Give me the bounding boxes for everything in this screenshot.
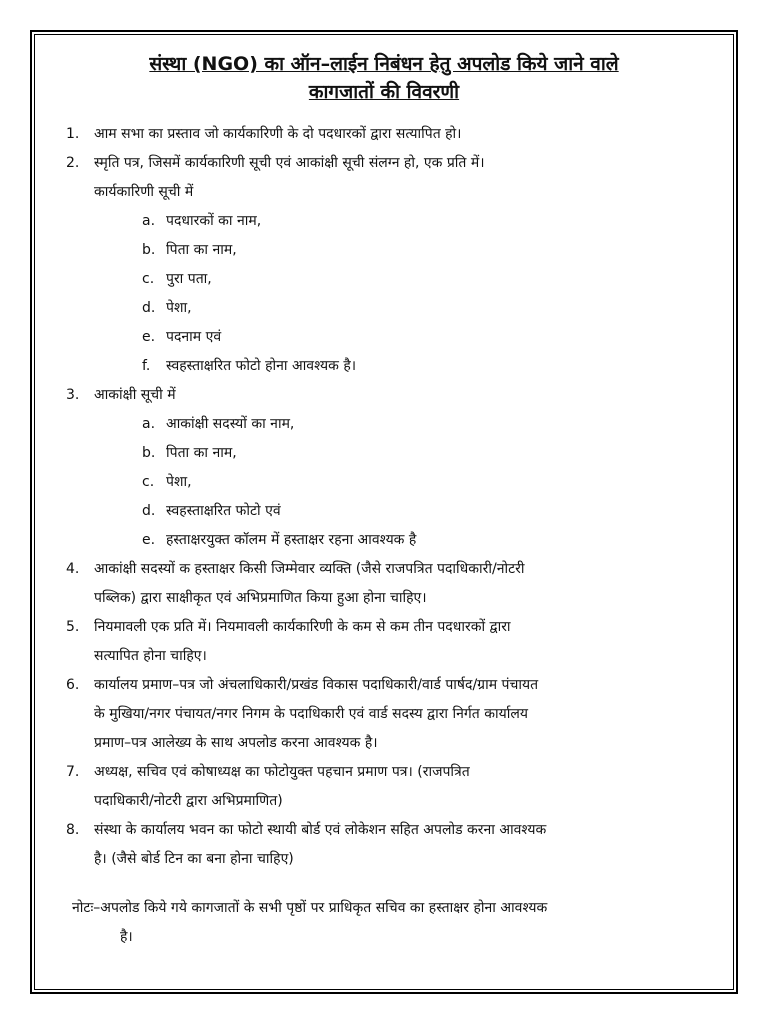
item-text-line: कार्यालय प्रमाण–पत्र जो अंचलाधिकारी/प्रखंड विकास पदाधिकारी/वार्ड पार्षद/ग्राम पंचायत (94, 677, 539, 693)
item-text-line: सत्यापित होना चाहिए। (94, 648, 207, 664)
sublist-text: आकांक्षी सदस्यों का नाम, (166, 416, 295, 432)
list-item-3 (66, 381, 712, 410)
title-line-2: कागजातों की विवरणी (308, 81, 460, 103)
item-text-line: संस्था के कार्यालय भवन का फोटो स्थायी बोर्ड एवं लोकेशन सहित अपलोड करना आवश्यक (94, 822, 547, 838)
list-item-6 (66, 671, 712, 758)
item-text-line: है। (जैसे बोर्ड टिन का बना होना चाहिए) (94, 851, 294, 867)
sublist-item (142, 468, 724, 497)
document-page (44, 50, 724, 952)
sublist-text: पेशा, (166, 300, 192, 316)
sublist-letter: d. (142, 300, 156, 316)
item-number: 1. (66, 126, 80, 142)
sublist-item (142, 207, 724, 236)
sublist-item (142, 410, 724, 439)
sublist-item (142, 526, 724, 555)
list-item-7 (66, 758, 712, 816)
sublist-text: पेशा, (166, 474, 192, 490)
sublist-text: स्वहस्ताक्षरित फोटो होना आवश्यक है। (166, 358, 357, 374)
sublist-letter: b. (142, 445, 156, 461)
sublist-letter: a. (142, 213, 156, 229)
sublist-text: पदधारकों का नाम, (166, 213, 262, 229)
sublist-letter: a. (142, 416, 156, 432)
sublist-letter: c. (142, 474, 155, 490)
item-text-line: पदाधिकारी/नोटरी द्वारा अभिप्रमाणित) (94, 793, 283, 809)
sublist-letter: d. (142, 503, 156, 519)
sublist-letter: f. (142, 358, 151, 374)
sublist-letter: c. (142, 271, 155, 287)
item-subheading: कार्यकारिणी सूची में (94, 184, 194, 200)
sublist-item (142, 294, 724, 323)
document-title (44, 50, 724, 106)
list-item-2 (66, 149, 712, 207)
item-number: 2. (66, 155, 80, 171)
sublist-text: स्वहस्ताक्षरित फोटो एवं (166, 503, 281, 519)
note-paragraph (72, 894, 712, 952)
item-text-line: आकांक्षी सदस्यों क हस्ताक्षर किसी जिम्मेवार व्यक्ति (जैसे राजपत्रित पदाधिकारी/नोटरी (94, 561, 525, 577)
item-number: 3. (66, 387, 80, 403)
item-number: 5. (66, 619, 80, 635)
sublist-text: पिता का नाम, (166, 445, 237, 461)
note-line: है। (120, 929, 133, 945)
sublist-item (142, 497, 724, 526)
list-item-5 (66, 613, 712, 671)
list-item-8 (66, 816, 712, 874)
sublist-item (142, 352, 724, 381)
sublist-item (142, 323, 724, 352)
item-text: आम सभा का प्रस्ताव जो कार्यकारिणी के दो पदधारकों द्वारा सत्यापित हो। (94, 126, 462, 142)
sublist-item (142, 439, 724, 468)
item-text-line: पब्लिक) द्वारा साक्षीकृत एवं अभिप्रमाणित किया हुआ होना चाहिए। (94, 590, 427, 606)
sublist-letter: e. (142, 329, 156, 345)
list-item-4 (66, 555, 712, 613)
item-text: स्मृति पत्र, जिसमें कार्यकारिणी सूची एवं आकांक्षी सूची संलग्न हो, एक प्रति में। (94, 155, 485, 171)
sublist-text: हस्ताक्षरयुक्त कॉलम में हस्ताक्षर रहना आवश्यक है (166, 532, 417, 548)
title-line-1: संस्था (NGO) का ऑन–लाईन निबंधन हेतु अपलोड किये जाने वाले (149, 53, 619, 75)
item-number: 8. (66, 822, 80, 838)
item-text-line: प्रमाण–पत्र आलेख्य के साथ अपलोड करना आवश्यक है। (94, 735, 378, 751)
item-text: आकांक्षी सूची में (94, 387, 176, 403)
item-number: 4. (66, 561, 80, 577)
item-text-line: नियमावली एक प्रति में। नियमावली कार्यकारिणी के कम से कम तीन पदधारकों द्वारा (94, 619, 511, 635)
sublist-item (142, 265, 724, 294)
sublist-text: पुरा पता, (166, 271, 212, 287)
note-line: नोटः–अपलोड किये गये कागजातों के सभी पृष्ठों पर प्राधिकृत सचिव का हस्ताक्षर होना आवश्यक (72, 900, 548, 916)
sublist-text: पदनाम एवं (166, 329, 222, 345)
item-number: 7. (66, 764, 80, 780)
sublist-letter: b. (142, 242, 156, 258)
sublist-text: पिता का नाम, (166, 242, 237, 258)
sublist-item (142, 236, 724, 265)
item-text-line: अध्यक्ष, सचिव एवं कोषाध्यक्ष का फोटोयुक्त पहचान प्रमाण पत्र। (राजपत्रित (94, 764, 470, 780)
sublist-letter: e. (142, 532, 156, 548)
list-item-1 (66, 120, 712, 149)
item-number: 6. (66, 677, 80, 693)
item-text-line: के मुखिया/नगर पंचायत/नगर निगम के पदाधिकारी एवं वार्ड सदस्य द्वारा निर्गत कार्यालय (94, 706, 528, 722)
